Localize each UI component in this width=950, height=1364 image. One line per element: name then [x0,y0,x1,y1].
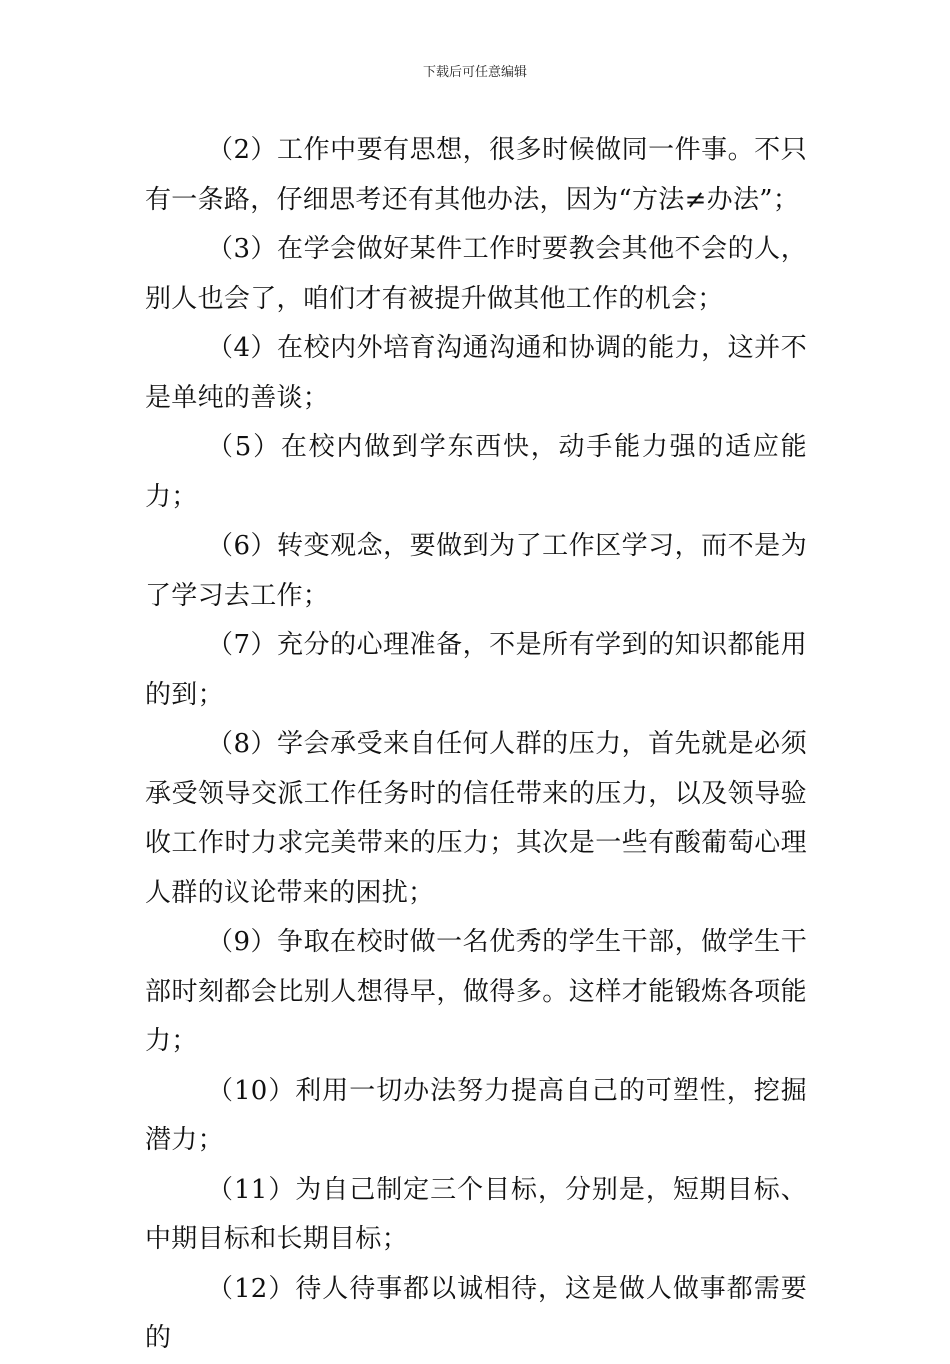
paragraph-item-2: （2）工作中要有思想，很多时候做同一件事。不只有一条路，仔细思考还有其他办法，因为“方法≠办法”； [145,135,807,215]
page-header: 下载后可任意编辑 [422,65,527,80]
paragraph-item-3: （3）在学会做好某件工作时要教会其他不会的人，别人也会了，咱们才有被提升做其他工作的机会； [145,234,807,314]
paragraph-item-11: （11）为自己制定三个目标，分别是，短期目标、中期目标和长期目标； [145,1174,807,1254]
paragraph-item-8: （8）学会承受来自任何人群的压力，首先就是必须承受领导交派工作任务时的信任带来的压力，以及领导验收工作时力求完美带来的压力；其次是一些有酸葡萄心理人群的议论带来的困扰； [145,729,807,908]
paragraph-item-10: （10）利用一切办法努力提高自己的可塑性，挖掘潜力； [145,1075,807,1155]
paragraph-item-6: （6）转变观念，要做到为了工作区学习，而不是为了学习去工作； [145,531,807,611]
paragraph-item-4: （4）在校内外培育沟通沟通和协调的能力，这并不是单纯的善谈； [145,333,807,413]
document-body [145,126,807,1364]
paragraph-item-9: （9）争取在校时做一名优秀的学生干部，做学生干部时刻都会比别人想得早，做得多。这样才能锻炼各项能力； [145,927,807,1056]
paragraph-item-7: （7）充分的心理准备，不是所有学到的知识都能用的到； [145,630,807,710]
paragraph-item-12: （12）待人待事都以诚相待，这是做人做事都需要的 [145,1273,807,1353]
paragraph-item-5: （5）在校内做到学东西快，动手能力强的适应能力； [145,432,807,512]
